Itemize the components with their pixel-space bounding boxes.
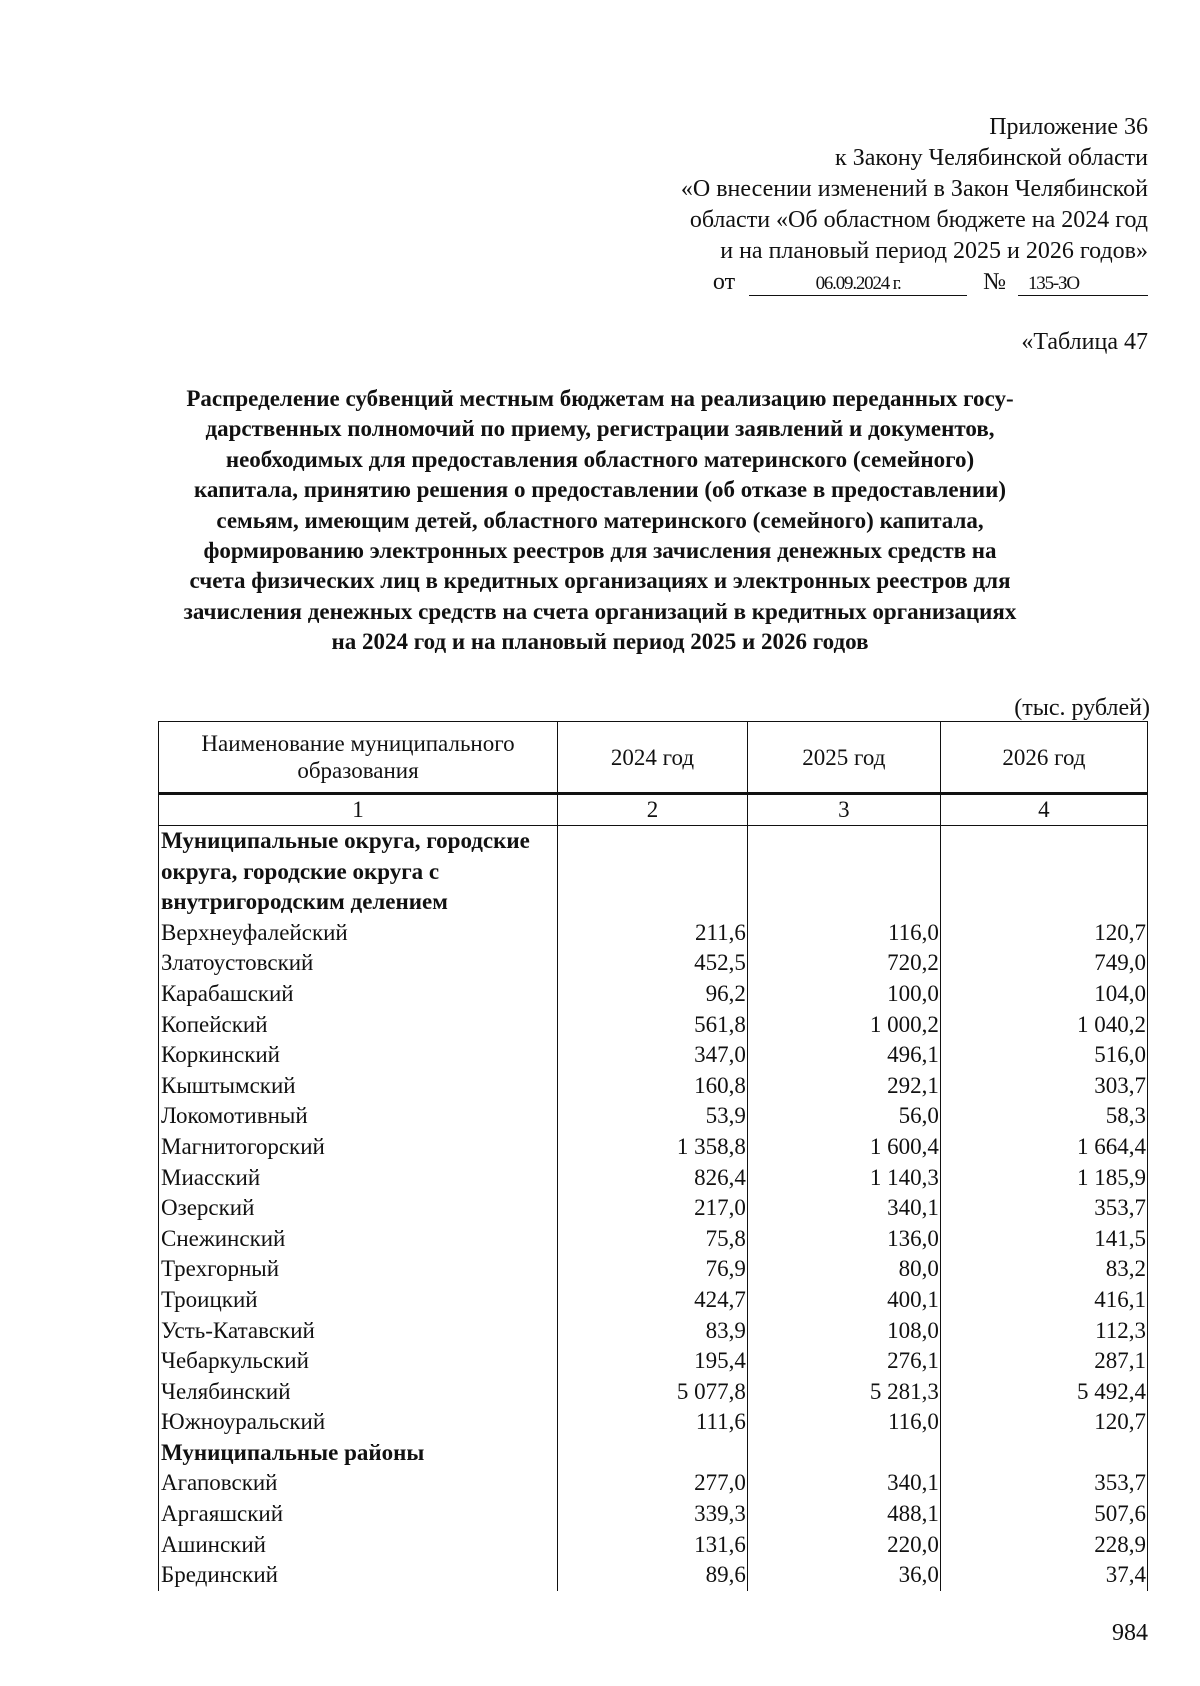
municipality-name: Коркинский [159, 1040, 558, 1071]
value-2024: 75,8 [558, 1224, 748, 1255]
table-row [159, 1346, 1148, 1377]
law-date-number-line [528, 267, 1148, 298]
value-2025: 400,1 [747, 1285, 940, 1316]
value-2024: 424,7 [558, 1285, 748, 1316]
value-2026: 83,2 [940, 1254, 1147, 1285]
value-2024: 1 358,8 [558, 1132, 748, 1163]
title-line: необходимых для предоставления областного материнского (семейного) [225, 446, 975, 472]
header-2025: 2025 год [747, 722, 940, 794]
appendix-line: «О внесении изменений в Закон Челябинской [680, 176, 1148, 202]
law-date: 06.09.2024 г. [749, 273, 967, 296]
column-number: 1 [159, 794, 558, 826]
value-2024: 111,6 [558, 1407, 748, 1438]
title-line: Распределение субвенций местным бюджетам на реализацию переданных госу- [186, 386, 1014, 411]
table-row [159, 1224, 1148, 1255]
value-2026: 37,4 [940, 1560, 1147, 1591]
column-number: 4 [940, 794, 1147, 826]
municipality-name: Трехгорный [159, 1254, 558, 1285]
value-2024: 195,4 [558, 1346, 748, 1377]
value-2025: 292,1 [747, 1071, 940, 1102]
value-2026: 120,7 [940, 1407, 1147, 1438]
municipality-name: Локомотивный [159, 1101, 558, 1132]
value-2025: 80,0 [747, 1254, 940, 1285]
value-2026: 516,0 [940, 1040, 1147, 1071]
value-2025: 1 000,2 [747, 1010, 940, 1041]
municipality-name: Златоустовский [159, 948, 558, 979]
value-2025: 276,1 [747, 1346, 940, 1377]
page-number: 984 [1112, 1620, 1148, 1646]
municipality-name: Магнитогорский [159, 1132, 558, 1163]
value-2024: 339,3 [558, 1499, 748, 1530]
municipality-name: Чебаркульский [159, 1346, 558, 1377]
table-row [159, 1499, 1148, 1530]
table-row [159, 918, 1148, 949]
value-2026: 749,0 [940, 948, 1147, 979]
value-2026: 104,0 [940, 979, 1147, 1010]
value-2025: 5 281,3 [747, 1377, 940, 1408]
municipality-name: Кыштымский [159, 1071, 558, 1102]
value-2024: 131,6 [558, 1530, 748, 1561]
table-row [159, 979, 1148, 1010]
value-2025: 108,0 [747, 1316, 940, 1347]
value-2026: 287,1 [940, 1346, 1147, 1377]
appendix-line: к Закону Челябинской области [835, 145, 1148, 171]
section-row [159, 826, 1148, 918]
units-label: (тыс. рублей) [1014, 695, 1150, 721]
value-2024: 76,9 [558, 1254, 748, 1285]
municipality-name: Аргаяшский [159, 1499, 558, 1530]
table-row [159, 1193, 1148, 1224]
value-2026: 1 664,4 [940, 1132, 1147, 1163]
value-2024: 826,4 [558, 1163, 748, 1194]
municipality-name: Миасский [159, 1163, 558, 1194]
header-2024: 2024 год [558, 722, 748, 794]
table-row [159, 1040, 1148, 1071]
section-row [159, 1438, 1148, 1469]
municipality-name: Челябинский [159, 1377, 558, 1408]
municipality-name: Ашинский [159, 1530, 558, 1561]
municipality-name: Верхнеуфалейский [159, 918, 558, 949]
title-line: на 2024 год и на плановый период 2025 и 2026 годов [331, 629, 869, 655]
value-2024: 347,0 [558, 1040, 748, 1071]
value-2026: 507,6 [940, 1499, 1147, 1530]
municipality-name: Озерский [159, 1193, 558, 1224]
value-2025: 1 140,3 [747, 1163, 940, 1194]
value-2026: 5 492,4 [940, 1377, 1147, 1408]
municipality-name: Карабашский [159, 979, 558, 1010]
value-2026: 120,7 [940, 918, 1147, 949]
municipality-name: Южноуральский [159, 1407, 558, 1438]
table-row [159, 1407, 1148, 1438]
value-2024: 53,9 [558, 1101, 748, 1132]
value-2025: 36,0 [747, 1560, 940, 1591]
table-header-row [159, 722, 1148, 794]
table-row [159, 1010, 1148, 1041]
section-title: Муниципальные округа, городские округа, городские округа с внутригородским делением [159, 826, 558, 918]
value-2026: 141,5 [940, 1224, 1147, 1255]
table-row [159, 1560, 1148, 1591]
value-2025: 56,0 [747, 1101, 940, 1132]
value-2025: 116,0 [747, 1407, 940, 1438]
value-2026: 1 185,9 [940, 1163, 1147, 1194]
value-2024: 211,6 [558, 918, 748, 949]
value-2025: 340,1 [747, 1193, 940, 1224]
municipality-name: Брединский [159, 1560, 558, 1591]
column-number: 3 [747, 794, 940, 826]
value-2024: 96,2 [558, 979, 748, 1010]
value-2025: 116,0 [747, 918, 940, 949]
value-2025: 720,2 [747, 948, 940, 979]
value-2024: 561,8 [558, 1010, 748, 1041]
municipality-name: Троицкий [159, 1285, 558, 1316]
table-row [159, 1377, 1148, 1408]
value-2026: 228,9 [940, 1530, 1147, 1561]
table-row [159, 1316, 1148, 1347]
value-2026: 353,7 [940, 1193, 1147, 1224]
table-row [159, 1530, 1148, 1561]
subvention-table [158, 721, 1148, 1591]
table-row [159, 1163, 1148, 1194]
value-2025: 220,0 [747, 1530, 940, 1561]
municipality-name: Агаповский [159, 1468, 558, 1499]
value-2025: 1 600,4 [747, 1132, 940, 1163]
value-2026: 1 040,2 [940, 1010, 1147, 1041]
section-title: Муниципальные районы [159, 1438, 558, 1469]
header-2026: 2026 год [940, 722, 1147, 794]
appendix-line: и на плановый период 2025 и 2026 годов» [720, 238, 1148, 264]
table-row [159, 1468, 1148, 1499]
title-line: капитала, принятию решения о предоставлении (об отказе в предоставлении) [193, 477, 1007, 503]
value-2026: 112,3 [940, 1316, 1147, 1347]
table-label: «Таблица 47 [1021, 329, 1148, 355]
table-row [159, 1101, 1148, 1132]
value-2025: 496,1 [747, 1040, 940, 1071]
document-title [150, 384, 1050, 658]
title-line: формированию электронных реестров для зачисления денежных средств на [203, 538, 997, 564]
value-2025: 136,0 [747, 1224, 940, 1255]
value-2024: 83,9 [558, 1316, 748, 1347]
value-2024: 452,5 [558, 948, 748, 979]
title-line: счета физических лиц в кредитных организациях и электронных реестров для [189, 568, 1011, 594]
value-2024: 5 077,8 [558, 1377, 748, 1408]
municipality-name: Снежинский [159, 1224, 558, 1255]
value-2026: 353,7 [940, 1468, 1147, 1499]
table-row [159, 1071, 1148, 1102]
date-prefix: от [712, 269, 736, 295]
value-2026: 303,7 [940, 1071, 1147, 1102]
value-2026: 58,3 [940, 1101, 1147, 1132]
value-2025: 100,0 [747, 979, 940, 1010]
law-number: 135-ЗО [1018, 273, 1148, 296]
number-prefix: № [983, 269, 1006, 295]
column-number: 2 [558, 794, 748, 826]
table-row [159, 1285, 1148, 1316]
appendix-line: Приложение 36 [989, 114, 1148, 140]
value-2026: 416,1 [940, 1285, 1147, 1316]
municipality-name: Усть-Катавский [159, 1316, 558, 1347]
value-2024: 277,0 [558, 1468, 748, 1499]
table-row [159, 948, 1148, 979]
title-line: дарственных полномочий по приему, регистрации заявлений и документов, [205, 416, 995, 442]
table-row [159, 1132, 1148, 1163]
column-numbers-row [159, 794, 1148, 826]
appendix-header [528, 112, 1148, 298]
value-2024: 160,8 [558, 1071, 748, 1102]
title-line: семьям, имеющим детей, областного материнского (семейного) капитала, [216, 507, 984, 533]
municipality-name: Копейский [159, 1010, 558, 1041]
title-line: зачисления денежных средств на счета организаций в кредитных организациях [183, 598, 1017, 624]
header-municipality: Наименование муниципального образования [159, 722, 558, 794]
value-2024: 89,6 [558, 1560, 748, 1591]
appendix-line: области «Об областном бюджете на 2024 год [689, 207, 1148, 233]
value-2025: 488,1 [747, 1499, 940, 1530]
value-2024: 217,0 [558, 1193, 748, 1224]
table-row [159, 1254, 1148, 1285]
value-2025: 340,1 [747, 1468, 940, 1499]
